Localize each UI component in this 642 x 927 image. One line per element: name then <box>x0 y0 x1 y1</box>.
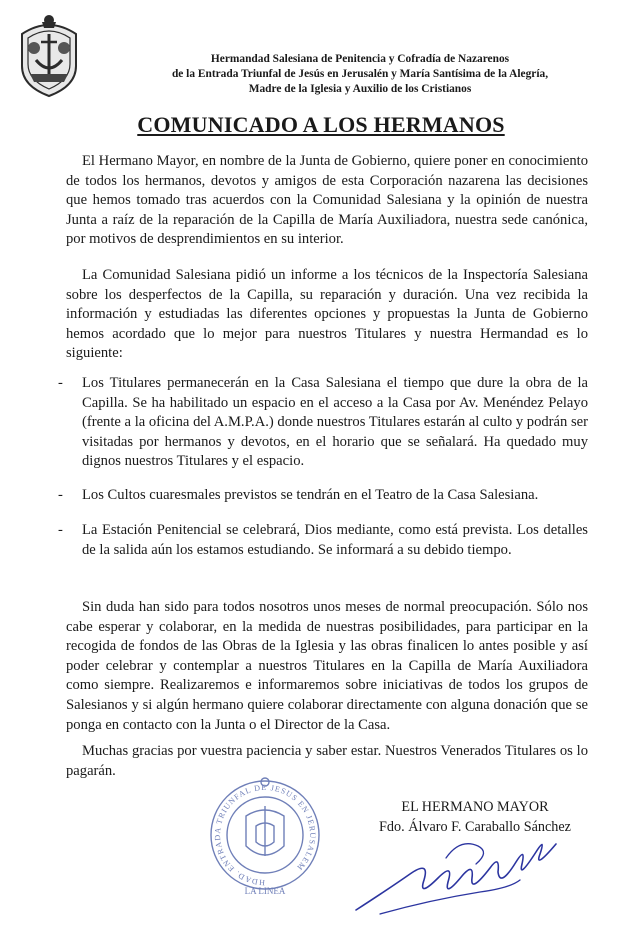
brotherhood-crest-logo <box>14 12 84 100</box>
signer-role: EL HERMANO MAYOR <box>401 799 549 815</box>
stamp-ring-text: HDAD. ENTRADA TRIUNFAL DE JESUS EN JERUSALEM <box>212 782 318 888</box>
paragraph-conclusion: Sin duda han sido para todos nosotros unos meses de normal preocupación. Sólo nos cabe esperar y colaborar, en la medida de nuestras posibilidades, para participar en la recogida de fondos de las Obras de la Iglesia y las obras finalicen lo antes posible y así poder celebrar y contemplar a nuestros Titulares en la Capilla de María Auxiliadora como siempre. Realizaremos e informaremos sobre iniciativas de todos los grupos de Salesianos y si algún hermano quiere colaborar directamente con alguna donación que se ponga en contacto con la Junta o el Director de la Casa. <box>66 599 588 733</box>
paragraph-thanks: Muchas gracias por vuestra paciencia y saber estar. Nuestros Venerados Titulares os lo pagarán. <box>66 743 588 779</box>
bullet-item-estacion <box>58 521 588 560</box>
header-line-1: Hermandad Salesiana de Penitencia y Cofradía de Nazarenos <box>210 53 510 65</box>
document-title: COMUNICADO A LOS HERMANOS <box>137 112 505 137</box>
bullet-text: La Estación Penitencial se celebrará, Dios mediante, como está prevista. Los detalles de la salida aún los estamos estudiando. Se informará a su debido tiempo. <box>82 522 588 558</box>
bullet-item-titulares <box>58 374 588 472</box>
bullet-dash: - <box>58 522 63 538</box>
bullet-text: Los Cultos cuaresmales previstos se tendrán en el Teatro de la Casa Salesiana. <box>82 487 539 503</box>
bullet-text: Los Titulares permanecerán en la Casa Salesiana el tiempo que dure la obra de la Capilla. Se ha habilitado un espacio en el acceso a la Casa por Av. Menéndez Pelayo (frente a la oficina del A.M.P.A.) donde nuestros Titulares estarán al culto y podrán ser visitadas por hermanos y devotos, en el horario que se señalará. Ha quedado muy dignos nuestros Titulares y el espacio. <box>82 375 588 470</box>
signer-name: Fdo. Álvaro F. Caraballo Sánchez <box>379 819 571 835</box>
brotherhood-ink-stamp <box>206 776 324 900</box>
bullet-dash: - <box>58 375 63 391</box>
brotherhood-header <box>100 52 620 97</box>
header-line-3: Madre de la Iglesia y Auxilio de los Cristianos <box>248 83 472 95</box>
bullet-item-cultos <box>58 486 588 506</box>
paragraph-intro: El Hermano Mayor, en nombre de la Junta de Gobierno, quiere poner en conocimiento de todos los hermanos, devotos y amigos de esta Corporación nazarena las decisiones que hemos tomado tras acuerdos con la Comunidad Salesiana y la opinión de nuestra Junta a raíz de la reparación de la Capilla de María Auxiliadora, nuestra sede canónica, por motivos de desprendimientos en su interior. <box>66 153 588 248</box>
bullet-dash: - <box>58 487 63 503</box>
handwritten-signature <box>350 818 620 918</box>
paragraph-report: La Comunidad Salesiana pidió un informe a los técnicos de la Inspectoría Salesiana sobre los desperfectos de la Capilla, su reparación y duración. Una vez recibida la información y estudiadas las diferentes opciones y propuestas la Junta de Gobierno hemos acordado que lo mejor para nuestros Titulares y nuestra Hermandad es lo siguiente: <box>66 267 588 362</box>
header-line-2: de la Entrada Triunfal de Jesús en Jerusalén y María Santísima de la Alegría, <box>171 68 549 80</box>
stamp-bottom-text: LA LINEA <box>244 886 286 896</box>
